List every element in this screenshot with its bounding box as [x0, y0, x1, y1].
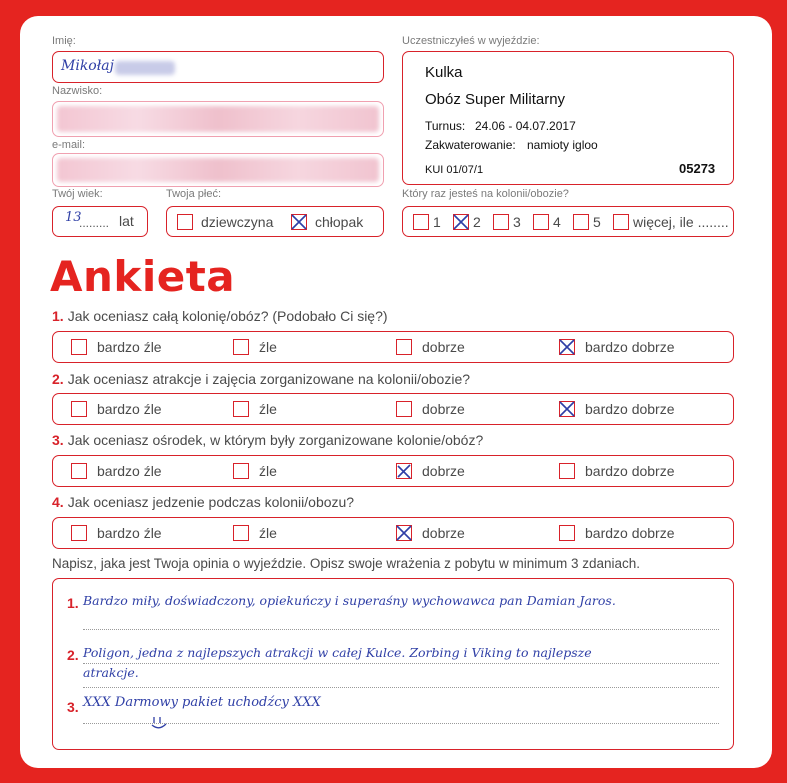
- q3-checkbox-very-bad[interactable]: [71, 463, 87, 479]
- q3-checkbox-good[interactable]: [396, 463, 412, 479]
- form-number: 05273: [679, 161, 716, 176]
- q1-option-very-bad: bardzo źle: [97, 339, 162, 355]
- gender-option-girl: dziewczyna: [201, 214, 274, 230]
- check-mark-icon: [452, 213, 470, 231]
- times-checkbox-2[interactable]: [453, 214, 469, 230]
- q2-checkbox-very-good[interactable]: [559, 401, 575, 417]
- question-2-label: Jak oceniasz atrakcje i zajęcia zorganizowane na kolonii/obozie?: [67, 371, 471, 387]
- opinion-line-2b: atrakcje.: [83, 665, 139, 680]
- email-redaction-blur: [57, 158, 379, 182]
- surname-redaction: [115, 61, 175, 75]
- times-checkbox-5[interactable]: [573, 214, 589, 230]
- times-option-3: 3: [513, 214, 521, 230]
- survey-title: Ankieta: [50, 252, 236, 301]
- q3-checkbox-very-good[interactable]: [559, 463, 575, 479]
- question-2-answers: [52, 393, 734, 425]
- question-4-label: Jak oceniasz jedzenie podczas kolonii/obozu?: [67, 494, 355, 510]
- question-3-label: Jak oceniasz ośrodek, w którym były zorganizowane kolonie/obóz?: [67, 432, 484, 448]
- q1-checkbox-bad[interactable]: [233, 339, 249, 355]
- question-1-number: 1.: [52, 308, 64, 324]
- q1-option-bad: źle: [259, 339, 277, 355]
- gender-checkbox-boy[interactable]: [291, 214, 307, 230]
- check-mark-icon: [395, 524, 413, 542]
- email-field[interactable]: [52, 153, 384, 187]
- question-3-number: 3.: [52, 432, 64, 448]
- question-4-text: [52, 494, 354, 510]
- q3-checkbox-bad[interactable]: [233, 463, 249, 479]
- check-mark-icon: [558, 400, 576, 418]
- gender-field: [166, 206, 384, 237]
- q1-checkbox-very-bad[interactable]: [71, 339, 87, 355]
- q4-checkbox-very-bad[interactable]: [71, 525, 87, 541]
- q2-checkbox-bad[interactable]: [233, 401, 249, 417]
- camp-type: Obóz Super Militarny: [425, 91, 566, 108]
- age-dots: .........: [79, 216, 110, 230]
- opinion-line-1: Bardzo miły, doświadczony, opiekuńczy i superaśny wychowawca pan Damian Jaros.: [83, 593, 616, 608]
- opinion-rule-3: [83, 687, 719, 688]
- times-option-5: 5: [593, 214, 601, 230]
- opinion-rule-1: [83, 629, 719, 630]
- turnus-value: 24.06 - 04.07.2017: [475, 119, 576, 133]
- q3-option-very-bad: bardzo źle: [97, 463, 162, 479]
- question-2-text: [52, 371, 470, 387]
- q4-checkbox-bad[interactable]: [233, 525, 249, 541]
- times-checkbox-1[interactable]: [413, 214, 429, 230]
- times-option-2: 2: [473, 214, 481, 230]
- q2-checkbox-very-bad[interactable]: [71, 401, 87, 417]
- email-label: e-mail:: [52, 139, 86, 151]
- name-field[interactable]: [52, 51, 384, 83]
- opinion-line-3-number: 3.: [67, 699, 79, 715]
- q4-option-very-bad: bardzo źle: [97, 525, 162, 541]
- q1-option-very-good: bardzo dobrze: [585, 339, 675, 355]
- camp-name: Kulka: [425, 64, 463, 81]
- q3-option-good: dobrze: [422, 463, 465, 479]
- participant-label: Uczestniczyłeś w wyjeździe:: [402, 35, 540, 47]
- age-label: Twój wiek:: [52, 188, 103, 200]
- opinion-rule-4: [83, 723, 719, 724]
- age-value: 13: [65, 210, 82, 225]
- opinion-box[interactable]: [52, 578, 734, 750]
- surname-field[interactable]: [52, 101, 384, 137]
- q3-option-very-good: bardzo dobrze: [585, 463, 675, 479]
- times-label: Który raz jesteś na kolonii/obozie?: [402, 188, 569, 200]
- opinion-line-2-number: 2.: [67, 647, 79, 663]
- q2-checkbox-good[interactable]: [396, 401, 412, 417]
- q2-option-very-good: bardzo dobrze: [585, 401, 675, 417]
- opinion-line-3: XXX Darmowy pakiet uchodźcy XXX: [83, 695, 321, 710]
- question-2-number: 2.: [52, 371, 64, 387]
- opinion-line-1-number: 1.: [67, 595, 79, 611]
- q4-option-good: dobrze: [422, 525, 465, 541]
- times-option-4: 4: [553, 214, 561, 230]
- q4-checkbox-very-good[interactable]: [559, 525, 575, 541]
- question-1-label: Jak oceniasz całą kolonię/obóz? (Podobało Ci się?): [67, 308, 388, 324]
- gender-label: Twoja płeć:: [166, 188, 222, 200]
- times-checkbox-4[interactable]: [533, 214, 549, 230]
- camp-info-box: [402, 51, 734, 185]
- question-4-number: 4.: [52, 494, 64, 510]
- times-checkbox-more[interactable]: [613, 214, 629, 230]
- q3-option-bad: źle: [259, 463, 277, 479]
- lodging-value: namioty igloo: [527, 138, 598, 152]
- question-4-answers: [52, 517, 734, 549]
- opinion-prompt: Napisz, jaka jest Twoja opinia o wyjeździe. Opisz swoje wrażenia z pobytu w minimum 3 zdaniach.: [52, 556, 641, 571]
- question-3-answers: [52, 455, 734, 487]
- name-value: Mikołaj: [61, 58, 114, 74]
- turnus-label: Turnus:: [425, 119, 466, 133]
- q4-checkbox-good[interactable]: [396, 525, 412, 541]
- q2-option-bad: źle: [259, 401, 277, 417]
- times-option-more: więcej, ile ........: [633, 214, 729, 230]
- q2-option-very-bad: bardzo źle: [97, 401, 162, 417]
- check-mark-icon: [290, 213, 308, 231]
- q1-option-good: dobrze: [422, 339, 465, 355]
- times-checkbox-3[interactable]: [493, 214, 509, 230]
- q1-checkbox-very-good[interactable]: [559, 339, 575, 355]
- gender-option-boy: chłopak: [315, 214, 364, 230]
- age-unit: lat: [119, 213, 134, 229]
- q1-checkbox-good[interactable]: [396, 339, 412, 355]
- q4-option-bad: źle: [259, 525, 277, 541]
- surname-redaction-blur: [57, 106, 379, 132]
- check-mark-icon: [395, 462, 413, 480]
- question-1-answers: [52, 331, 734, 363]
- age-field[interactable]: [52, 206, 148, 237]
- opinion-rule-2: [83, 663, 719, 664]
- question-3-text: [52, 432, 483, 448]
- times-field: [402, 206, 734, 237]
- q2-option-good: dobrze: [422, 401, 465, 417]
- q4-option-very-good: bardzo dobrze: [585, 525, 675, 541]
- surname-label: Nazwisko:: [52, 85, 103, 97]
- times-option-1: 1: [433, 214, 441, 230]
- gender-checkbox-girl[interactable]: [177, 214, 193, 230]
- lodging-label: Zakwaterowanie:: [425, 138, 516, 152]
- check-mark-icon: [558, 338, 576, 356]
- camp-code: KUI 01/07/1: [425, 164, 484, 176]
- question-1-text: [52, 308, 388, 324]
- name-label: Imię:: [52, 35, 76, 47]
- opinion-line-2: Poligon, jedna z najlepszych atrakcji w całej Kulce. Zorbing i Viking to najlepsze: [83, 645, 592, 660]
